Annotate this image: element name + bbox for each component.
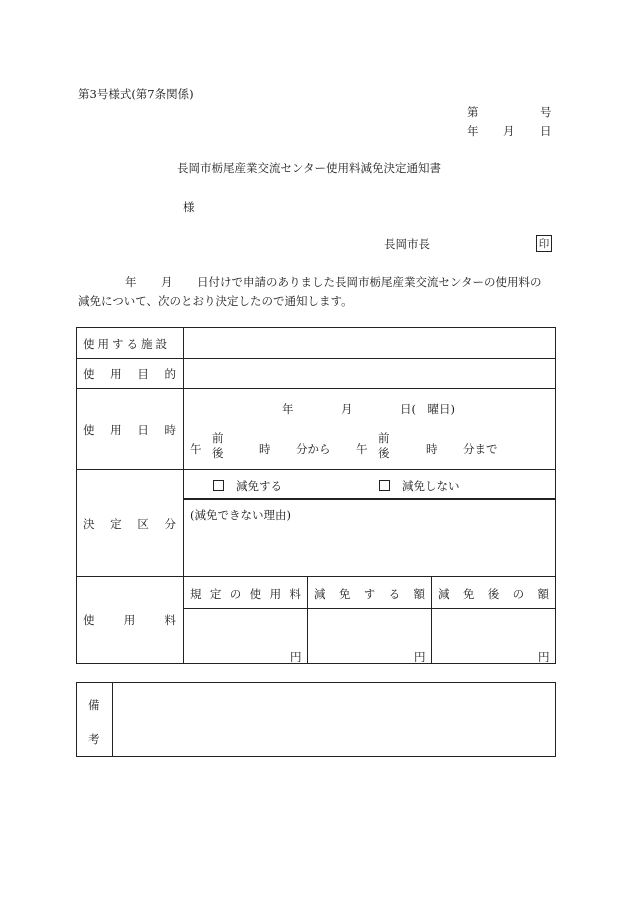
option-approve[interactable]: 減免する (213, 478, 282, 494)
issuer-name: 長岡市長 (384, 237, 430, 251)
doc-number-suffix: 号 (540, 105, 552, 119)
date-day: 日 (540, 124, 552, 138)
ampm-choice-start: 前 後 (212, 431, 224, 460)
body-line1: 日付けで申請のありました長岡市栃尾産業交流センターの使用料の (197, 275, 542, 289)
remarks-field[interactable] (113, 683, 555, 756)
form-number: 第3号様式(第7条関係) (78, 87, 194, 101)
yen-reduction: 円 (414, 650, 426, 664)
decision-label: 決 定 区 分 (83, 517, 176, 531)
fee-header-reduction: 減 免 す る 額 (314, 587, 425, 601)
facility-label: 使用する施設 (83, 337, 170, 351)
body-line2: 減免について、次のとおり決定したので通知します。 (78, 294, 353, 308)
minute-from: 分から (296, 442, 331, 456)
addressee-suffix: 様 (183, 200, 195, 214)
checkbox-deny[interactable] (379, 480, 390, 491)
remarks-label-top: 備 (88, 698, 100, 712)
body-month: 月 (161, 275, 173, 289)
reason-label: (減免できない理由) (190, 508, 291, 522)
fee-label: 使 用 料 (83, 613, 176, 627)
date-year: 年 (467, 124, 479, 138)
remarks-label-bottom: 考 (88, 732, 100, 746)
purpose-field[interactable] (184, 359, 555, 388)
option-deny[interactable]: 減免しない (379, 478, 460, 494)
ampm-choice-end: 前 後 (378, 431, 390, 460)
datetime-label: 使 用 日 時 (83, 423, 176, 437)
facility-field[interactable] (184, 328, 555, 358)
dt-day-weekday: 日( 曜日) (400, 402, 455, 416)
date-month: 月 (503, 124, 515, 138)
body-year: 年 (125, 275, 137, 289)
yen-after: 円 (538, 650, 550, 664)
dt-month: 月 (341, 402, 353, 416)
hour-end: 時 (426, 442, 438, 456)
doc-number-prefix: 第 (467, 105, 479, 119)
yen-standard: 円 (290, 650, 302, 664)
seal-mark: 印 (536, 235, 552, 252)
ampm-prefix-end: 午 (356, 442, 368, 456)
minute-until: 分まで (463, 442, 498, 456)
dt-year: 年 (282, 402, 294, 416)
purpose-label: 使 用 目 的 (83, 367, 176, 381)
document-title: 長岡市栃尾産業交流センター使用料減免決定通知書 (177, 161, 442, 175)
fee-header-after: 減 免 後 の 額 (438, 587, 549, 601)
checkbox-approve[interactable] (213, 480, 224, 491)
hour-start: 時 (259, 442, 271, 456)
ampm-prefix-start: 午 (190, 442, 202, 456)
fee-header-standard: 規 定 の 使 用 料 (190, 587, 301, 601)
